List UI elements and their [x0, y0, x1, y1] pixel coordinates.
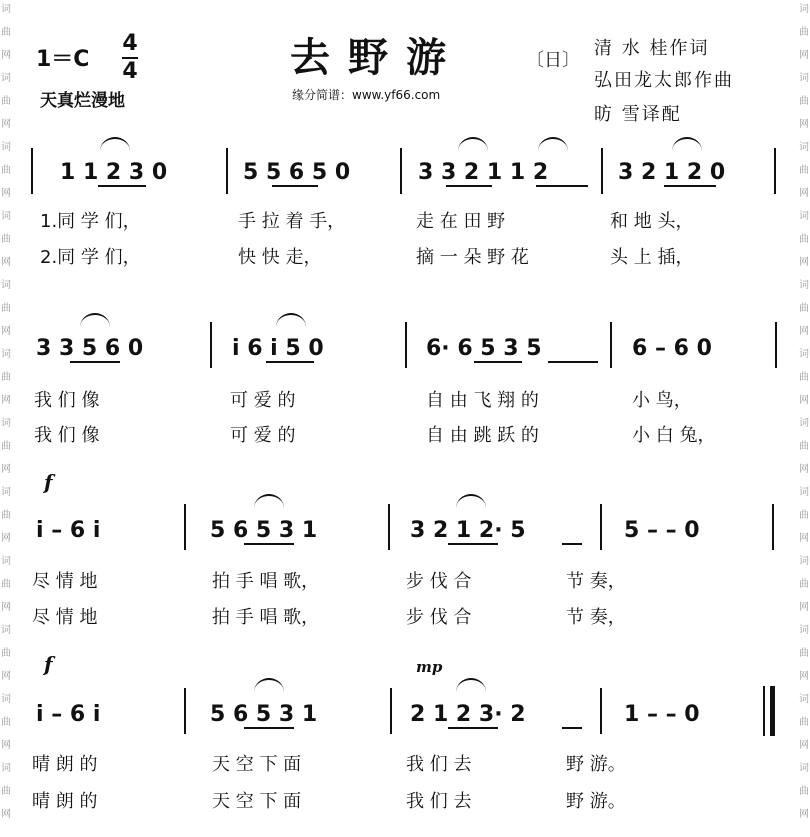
- watermark-char: 曲: [799, 717, 809, 728]
- dynamic-marking: f: [44, 652, 53, 676]
- watermark-char: 词: [799, 4, 809, 15]
- lyric: 节 奏，: [566, 607, 626, 628]
- watermark-char: 网: [799, 740, 809, 751]
- watermark-char: 曲: [1, 27, 11, 38]
- lyric: 可 爱 的: [230, 390, 296, 411]
- translator-credit: 昉 雪译配: [594, 104, 682, 125]
- lyric: 自 由 跳 跃 的: [426, 425, 539, 446]
- watermark-char: 网: [1, 257, 11, 268]
- measure-notes: 3 2 1 2· 5: [410, 518, 526, 543]
- composer-credit: 弘田龙太郎作曲: [594, 70, 734, 91]
- measure-notes: 3 2 1 2 0: [618, 160, 726, 185]
- watermark-char: 网: [799, 188, 809, 199]
- watermark-char: 网: [1, 809, 11, 820]
- lyric: 小 鸟，: [632, 390, 692, 411]
- watermark-char: 曲: [1, 165, 11, 176]
- lyric: 1.同 学 们，: [40, 211, 141, 232]
- page-title: 去野游: [290, 35, 464, 81]
- watermark-char: 网: [1, 602, 11, 613]
- watermark-char: 词: [1, 418, 11, 429]
- watermark-char: 网: [799, 326, 809, 337]
- watermark-char: 曲: [799, 786, 809, 797]
- watermark-char: 词: [1, 694, 11, 705]
- lyric: 手 拉 着 手，: [238, 211, 346, 232]
- website-note: 缘分简谱：www.yf66.com: [292, 88, 441, 102]
- lyric: 走 在 田 野: [416, 211, 506, 232]
- lyric: 拍 手 唱 歌，: [212, 607, 320, 628]
- watermark-char: 词: [799, 73, 809, 84]
- lyric: 和 地 头，: [610, 211, 694, 232]
- measure-notes: 1 1 2 3 0: [60, 160, 168, 185]
- watermark-char: 曲: [1, 372, 11, 383]
- watermark-char: 曲: [799, 165, 809, 176]
- watermark-char: 网: [799, 809, 809, 820]
- measure-notes: i – 6 i: [36, 702, 101, 727]
- watermark-char: 曲: [1, 96, 11, 107]
- watermark-char: 词: [1, 280, 11, 291]
- lyric: 节 奏，: [566, 571, 626, 592]
- watermark-char: 网: [799, 602, 809, 613]
- watermark-char: 曲: [799, 96, 809, 107]
- watermark-char: 网: [1, 50, 11, 61]
- watermark-char: 曲: [1, 234, 11, 245]
- watermark-char: 词: [799, 625, 809, 636]
- lyric: 我 们 像: [34, 390, 100, 411]
- watermark-char: 词: [1, 763, 11, 774]
- watermark-char: 曲: [799, 441, 809, 452]
- watermark-char: 词: [1, 349, 11, 360]
- watermark-char: 词: [799, 418, 809, 429]
- measure-notes: 6· 6 5 3 5: [426, 336, 542, 361]
- watermark-char: 网: [799, 119, 809, 130]
- lyric: 天 空 下 面: [212, 791, 302, 812]
- watermark-char: 曲: [799, 648, 809, 659]
- watermark-char: 曲: [799, 234, 809, 245]
- watermark-char: 词: [1, 142, 11, 153]
- lyric: 天 空 下 面: [212, 754, 302, 775]
- watermark-char: 词: [1, 556, 11, 567]
- measure-notes: 2 1 2 3· 2: [410, 702, 526, 727]
- lyricist-credit: 清 水 桂作词: [594, 38, 710, 59]
- watermark-char: 曲: [799, 303, 809, 314]
- lyric: 我 们 像: [34, 425, 100, 446]
- watermark-char: 词: [799, 556, 809, 567]
- dynamic-marking: f: [44, 470, 53, 494]
- watermark-char: 网: [799, 395, 809, 406]
- watermark-char: 曲: [1, 648, 11, 659]
- watermark-char: 词: [1, 211, 11, 222]
- watermark-char: 曲: [799, 579, 809, 590]
- watermark-char: 曲: [1, 579, 11, 590]
- watermark-char: 网: [1, 119, 11, 130]
- time-signature-bottom: 4: [122, 59, 138, 84]
- lyric: 可 爱 的: [230, 425, 296, 446]
- watermark-char: 曲: [1, 441, 11, 452]
- time-signature-top: 4: [122, 31, 138, 56]
- lyric: 晴 朗 的: [32, 791, 98, 812]
- lyric: 野 游。: [566, 754, 626, 775]
- watermark-char: 曲: [799, 510, 809, 521]
- watermark-char: 网: [799, 464, 809, 475]
- lyric: 步 伐 合: [406, 571, 472, 592]
- watermark-char: 曲: [1, 510, 11, 521]
- watermark-char: 网: [799, 50, 809, 61]
- lyric: 头 上 插，: [610, 247, 694, 268]
- measure-notes: 5 5 6 5 0: [243, 160, 351, 185]
- measure-notes: 3 3 5 6 0: [36, 336, 144, 361]
- watermark-char: 网: [799, 257, 809, 268]
- watermark-char: 词: [799, 211, 809, 222]
- watermark-char: 网: [1, 395, 11, 406]
- watermark-char: 网: [799, 671, 809, 682]
- lyric: 步 伐 合: [406, 607, 472, 628]
- watermark-char: 网: [1, 188, 11, 199]
- lyric: 2.同 学 们，: [40, 247, 141, 268]
- lyric: 我 们 去: [406, 791, 472, 812]
- lyric: 尽 情 地: [32, 571, 98, 592]
- lyric: 我 们 去: [406, 754, 472, 775]
- measure-notes: 1 – – 0: [624, 702, 700, 727]
- lyric: 自 由 飞 翔 的: [426, 390, 539, 411]
- watermark-char: 曲: [799, 372, 809, 383]
- measure-notes: 3 3 2 1 1 2: [418, 160, 549, 185]
- watermark-char: 曲: [1, 303, 11, 314]
- watermark-char: 曲: [1, 717, 11, 728]
- watermark-char: 网: [1, 533, 11, 544]
- measure-notes: 5 6 5 3 1: [210, 702, 318, 727]
- watermark-char: 网: [799, 533, 809, 544]
- watermark-char: 曲: [799, 27, 809, 38]
- watermark-char: 曲: [1, 786, 11, 797]
- key-signature: 1＝C: [36, 47, 90, 72]
- watermark-left: [1, 4, 11, 832]
- lyric: 小 白 兔，: [632, 425, 716, 446]
- measure-notes: 5 6 5 3 1: [210, 518, 318, 543]
- watermark-char: 词: [799, 487, 809, 498]
- watermark-char: 词: [799, 142, 809, 153]
- watermark-char: 网: [1, 326, 11, 337]
- watermark-char: 网: [1, 671, 11, 682]
- lyric: 晴 朗 的: [32, 754, 98, 775]
- measure-notes: 5 – – 0: [624, 518, 700, 543]
- watermark-right: [799, 4, 809, 832]
- watermark-char: 词: [1, 73, 11, 84]
- watermark-char: 词: [799, 694, 809, 705]
- measure-notes: i – 6 i: [36, 518, 101, 543]
- watermark-char: 词: [1, 625, 11, 636]
- measure-notes: i 6 i 5 0: [232, 336, 324, 361]
- tempo-marking: 天真烂漫地: [40, 91, 125, 111]
- watermark-char: 网: [1, 464, 11, 475]
- watermark-char: 词: [799, 349, 809, 360]
- lyric: 拍 手 唱 歌，: [212, 571, 320, 592]
- lyric: 快 快 走，: [238, 247, 322, 268]
- lyric: 野 游。: [566, 791, 626, 812]
- time-signature: [118, 33, 142, 83]
- watermark-char: 网: [1, 740, 11, 751]
- lyric: 摘 一 朵 野 花: [416, 247, 529, 268]
- watermark-char: 词: [1, 4, 11, 15]
- watermark-char: 词: [799, 763, 809, 774]
- measure-notes: 6 – 6 0: [632, 336, 712, 361]
- dynamic-marking-mp: mp: [416, 658, 443, 676]
- watermark-char: 词: [799, 280, 809, 291]
- origin-label: 〔日〕: [526, 50, 580, 71]
- watermark-char: 词: [1, 487, 11, 498]
- lyric: 尽 情 地: [32, 607, 98, 628]
